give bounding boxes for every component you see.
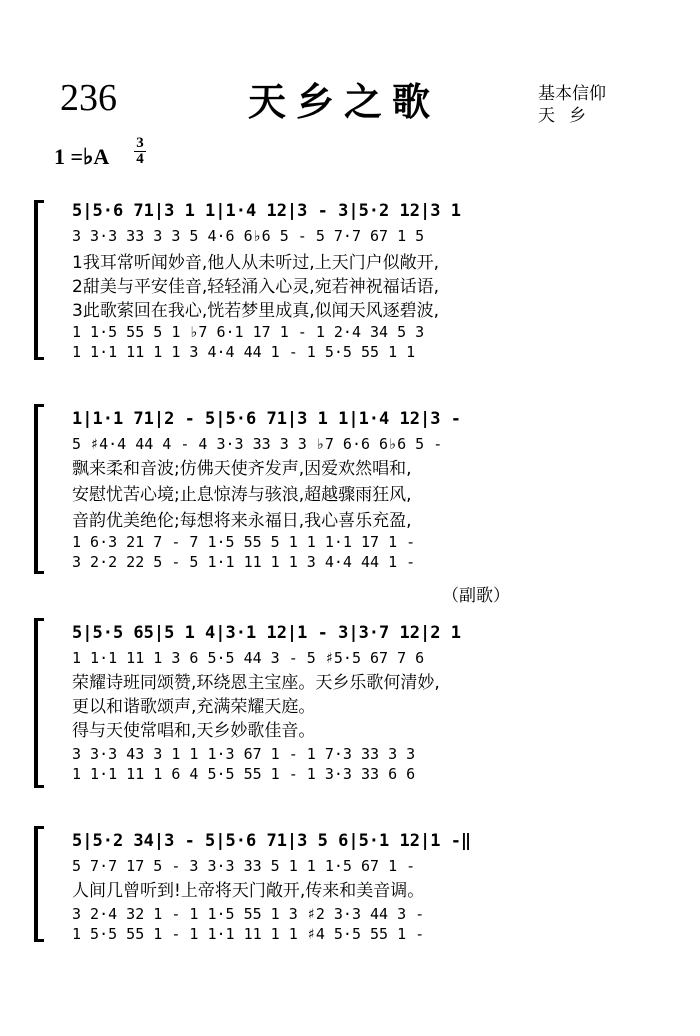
system-2-tenor: 1 6·3 21 7 - 7 1·5 55 5 1 1 1·1 17 1 - bbox=[72, 533, 416, 551]
system-4-bass: 1 5·5 55 1 - 1 1·1 11 1 1 ♯4 5·5 55 1 - bbox=[72, 925, 425, 943]
system-2-bass: 3 2·2 22 5 - 5 1·1 11 1 1 3 4·4 44 1 - bbox=[72, 553, 416, 571]
system-1-bass: 1 1·1 11 1 1 3 4·4 44 1 - 1 5·5 55 1 1 bbox=[72, 343, 416, 361]
system-3-lyric-3: 得与天使常唱和,天乡妙歌佳音。 bbox=[72, 721, 316, 741]
system-3-lyric-1: 荣耀诗班同颂赞,环绕恩主宝座。天乡乐歌何清妙, bbox=[72, 673, 440, 693]
system-brace-3 bbox=[34, 618, 44, 788]
system-1-alto: 3 3·3 33 3 3 5 4·6 6♭6 5 - 5 7·7 67 1 5 bbox=[72, 227, 425, 245]
category-label: 基本信仰 bbox=[538, 84, 606, 104]
system-3-soprano: 5|5·5 65|5 1 4|3·1 12|1 - 3|3·7 12|2 1 bbox=[72, 623, 461, 643]
system-2-lyric-2: 安慰忧苦心境;止息惊涛与骇浪,超越骤雨狂风, bbox=[72, 485, 412, 505]
system-2-alto: 5 ♯4·4 44 4 - 4 3·3 33 3 3 ♭7 6·6 6♭6 5 - bbox=[72, 435, 443, 453]
subcategory-label: 天乡 bbox=[538, 106, 600, 126]
hymn-number: 236 bbox=[60, 77, 117, 119]
system-2-lyric-3: 音韵优美绝伦;每想将来永福日,我心喜乐充盈, bbox=[72, 511, 412, 531]
system-4-soprano: 5|5·2 34|3 - 5|5·6 71|3 5 6|5·1 12|1 -‖ bbox=[72, 831, 472, 851]
system-1-soprano: 5|5·6 71|3 1 1|1·4 12|3 - 3|5·2 12|3 1 bbox=[72, 201, 461, 221]
system-4-tenor: 3 2·4 32 1 - 1 1·5 55 1 3 ♯2 3·3 44 3 - bbox=[72, 905, 425, 923]
system-brace-4 bbox=[34, 826, 44, 942]
time-signature-top: 3 bbox=[134, 136, 146, 152]
system-3-bass: 1 1·1 11 1 6 4 5·5 55 1 - 1 3·3 33 6 6 bbox=[72, 765, 416, 783]
system-4-alto: 5 7·7 17 5 - 3 3·3 33 5 1 1 1·5 67 1 - bbox=[72, 857, 416, 875]
system-4-lyric-1: 人间几曾听到!上帝将天门敞开,传来和美音调。 bbox=[72, 881, 425, 901]
system-1-lyric-2: 2甜美与平安佳音,轻轻涌入心灵,宛若神祝福话语, bbox=[72, 277, 440, 297]
system-1-tenor: 1 1·5 55 5 1 ♭7 6·1 17 1 - 1 2·4 34 5 3 bbox=[72, 323, 425, 341]
system-2-lyric-1: 飘来柔和音波;仿佛天使齐发声,因爱欢然唱和, bbox=[72, 459, 412, 479]
chorus-label: （副歌） bbox=[442, 586, 510, 606]
system-1-lyric-3: 3此歌萦回在我心,恍若梦里成真,似闻天风逐碧波, bbox=[72, 301, 440, 321]
hymn-title: 天乡之歌 bbox=[248, 79, 441, 124]
system-3-lyric-2: 更以和谐歌颂声,充满荣耀天庭。 bbox=[72, 697, 316, 717]
system-brace-2 bbox=[34, 404, 44, 574]
system-2-soprano: 1|1·1 71|2 - 5|5·6 71|3 1 1|1·4 12|3 - bbox=[72, 409, 461, 429]
time-signature bbox=[134, 136, 146, 167]
key-signature: 1 =♭A bbox=[54, 144, 110, 169]
system-brace-1 bbox=[34, 200, 44, 360]
system-1-lyric-1: 1我耳常听闻妙音,他人从未听过,上天门户似敞开, bbox=[72, 253, 440, 273]
time-signature-bottom: 4 bbox=[136, 151, 144, 167]
system-3-tenor: 3 3·3 43 3 1 1 1·3 67 1 - 1 7·3 33 3 3 bbox=[72, 745, 416, 763]
system-3-alto: 1 1·1 11 1 3 6 5·5 44 3 - 5 ♯5·5 67 7 6 bbox=[72, 649, 425, 667]
